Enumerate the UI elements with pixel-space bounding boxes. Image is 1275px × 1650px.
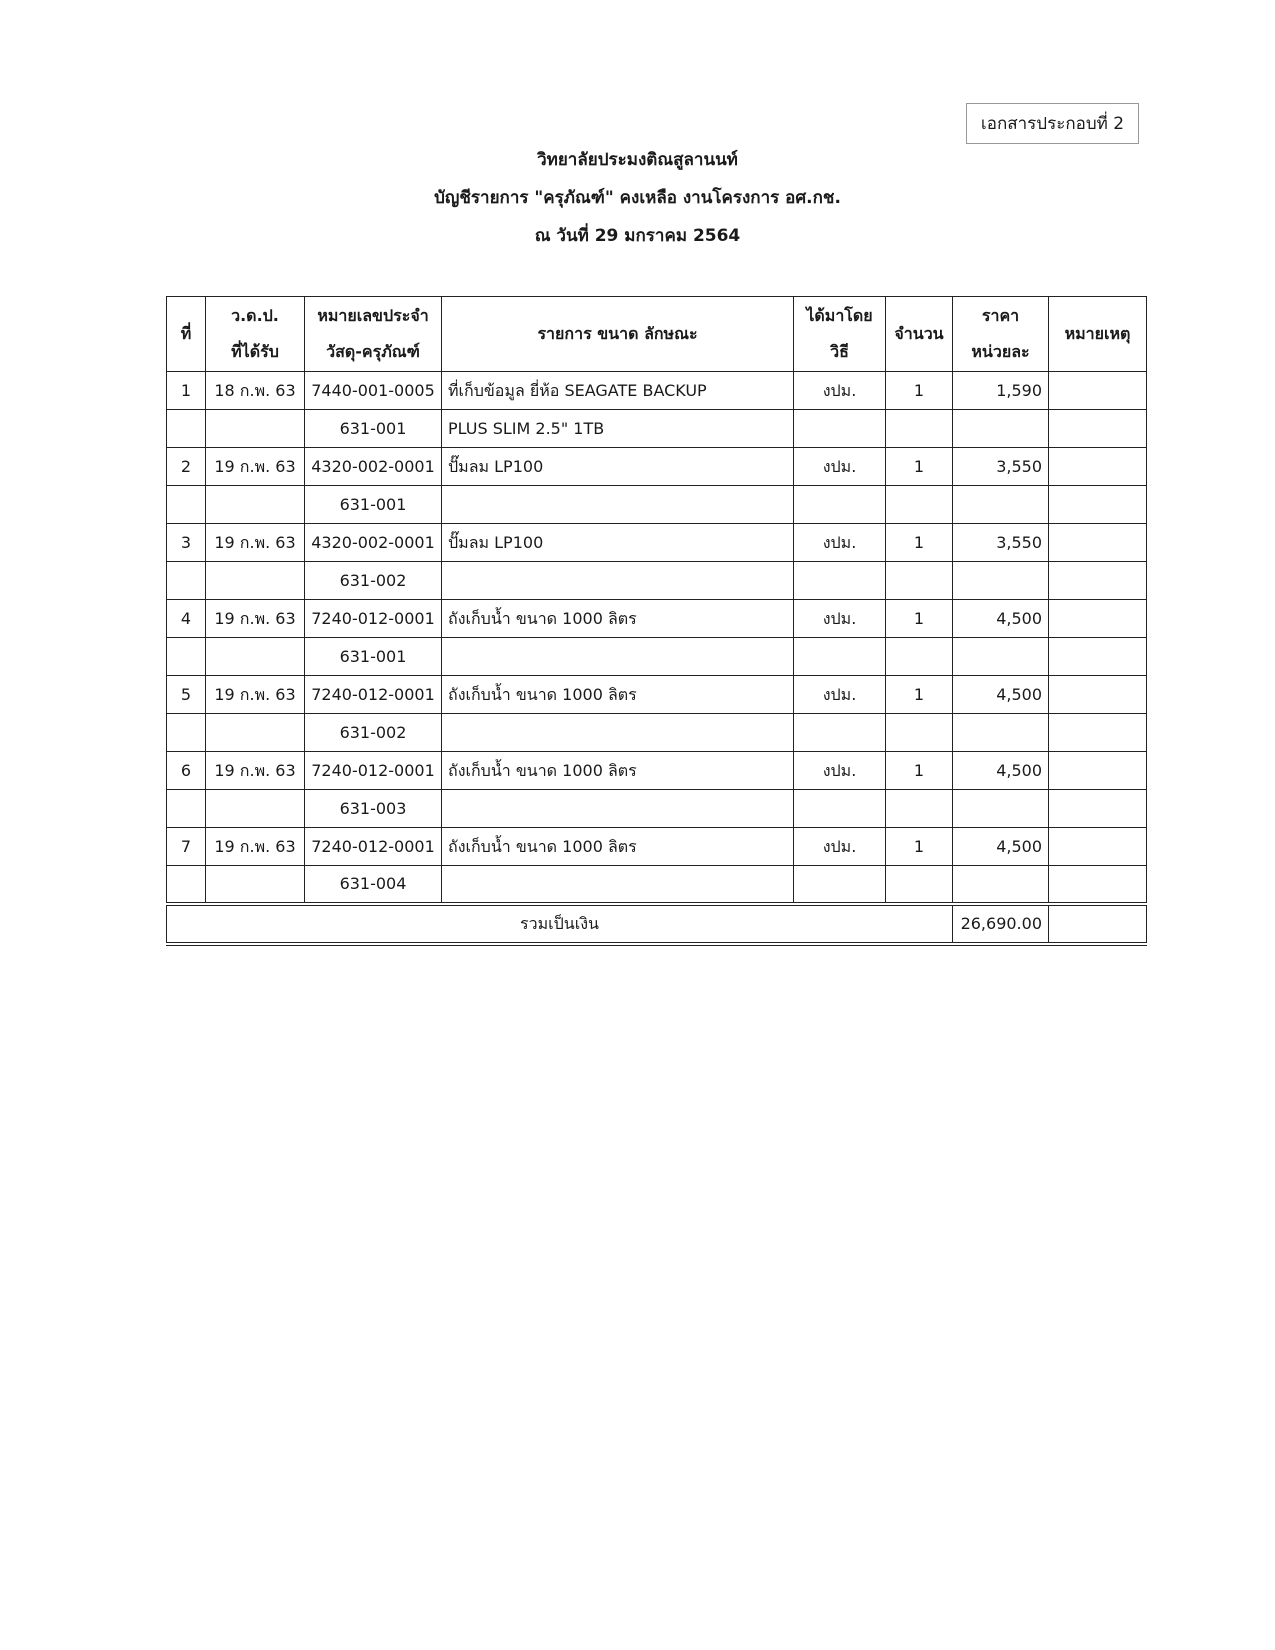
cell-date: 18 ก.พ. 63 [206,372,305,410]
cell-empty [953,410,1049,448]
table-row-continuation [167,410,1147,448]
total-label: รวมเป็นเงิน [167,904,953,944]
cell-empty [886,638,953,676]
cell-code-suffix: 631-004 [305,866,442,905]
cell-code-suffix: 631-001 [305,410,442,448]
cell-remark [1049,752,1147,790]
col-header-date-line2: ที่ได้รับ [231,342,279,361]
table-row-continuation [167,562,1147,600]
cell-qty: 1 [886,448,953,486]
cell-description-cont: PLUS SLIM 2.5" 1TB [442,410,794,448]
cell-description: ปั๊มลม LP100 [442,448,794,486]
cell-description-cont [442,486,794,524]
cell-description-cont [442,562,794,600]
cell-code: 4320-002-0001 [305,448,442,486]
cell-price: 4,500 [953,676,1049,714]
cell-empty [794,562,886,600]
cell-description: ที่เก็บข้อมูล ยี่ห้อ SEAGATE BACKUP [442,372,794,410]
cell-method: งปม. [794,372,886,410]
table-row-continuation [167,638,1147,676]
cell-qty: 1 [886,372,953,410]
cell-remark [1049,524,1147,562]
total-row [167,904,1147,944]
cell-description: ถังเก็บน้ำ ขนาด 1000 ลิตร [442,752,794,790]
cell-price: 4,500 [953,828,1049,866]
col-header-price-line1: ราคา [981,306,1020,325]
attachment-label: เอกสารประกอบที่ 2 [966,103,1139,144]
col-header-method-line2: วิธี [830,342,849,361]
cell-empty [206,562,305,600]
cell-method: งปม. [794,524,886,562]
cell-empty [206,486,305,524]
col-header-description: รายการ ขนาด ลักษณะ [442,297,794,372]
col-header-price [953,297,1049,372]
cell-code-suffix: 631-002 [305,714,442,752]
cell-code: 4320-002-0001 [305,524,442,562]
col-header-remark: หมายเหตุ [1049,297,1147,372]
cell-remark [1049,828,1147,866]
cell-empty [886,410,953,448]
cell-empty [167,486,206,524]
cell-date: 19 ก.พ. 63 [206,600,305,638]
cell-code: 7240-012-0001 [305,676,442,714]
col-header-code-line2: วัสดุ-ครุภัณฑ์ [326,342,420,361]
table-row-continuation [167,714,1147,752]
cell-no: 1 [167,372,206,410]
cell-code: 7240-012-0001 [305,752,442,790]
cell-empty [886,562,953,600]
table-row [167,600,1147,638]
table-header-row [167,297,1147,372]
cell-empty [953,714,1049,752]
cell-empty [167,410,206,448]
col-header-qty: จำนวน [886,297,953,372]
cell-code-suffix: 631-001 [305,638,442,676]
cell-date: 19 ก.พ. 63 [206,448,305,486]
cell-empty [1049,486,1147,524]
cell-empty [206,410,305,448]
cell-code-suffix: 631-001 [305,486,442,524]
cell-description: ถังเก็บน้ำ ขนาด 1000 ลิตร [442,676,794,714]
table-row [167,828,1147,866]
cell-code-suffix: 631-003 [305,790,442,828]
cell-empty [167,638,206,676]
table-row-continuation [167,790,1147,828]
col-header-no: ที่ [167,297,206,372]
cell-empty [206,714,305,752]
cell-empty [206,866,305,905]
cell-price: 4,500 [953,752,1049,790]
cell-empty [1049,790,1147,828]
cell-code: 7440-001-0005 [305,372,442,410]
cell-description: ถังเก็บน้ำ ขนาด 1000 ลิตร [442,828,794,866]
cell-remark [1049,372,1147,410]
cell-empty [1049,562,1147,600]
cell-empty [1049,638,1147,676]
cell-date: 19 ก.พ. 63 [206,752,305,790]
document-date: ณ วันที่ 29 มกราคม 2564 [534,226,741,246]
cell-price: 4,500 [953,600,1049,638]
cell-empty [953,562,1049,600]
cell-empty [1049,714,1147,752]
cell-code-suffix: 631-002 [305,562,442,600]
cell-date: 19 ก.พ. 63 [206,828,305,866]
table-row [167,752,1147,790]
total-value: 26,690.00 [953,904,1049,944]
cell-method: งปม. [794,676,886,714]
cell-no: 6 [167,752,206,790]
cell-empty [794,866,886,905]
cell-description: ถังเก็บน้ำ ขนาด 1000 ลิตร [442,600,794,638]
cell-method: งปม. [794,752,886,790]
cell-empty [886,866,953,905]
cell-no: 7 [167,828,206,866]
cell-remark [1049,676,1147,714]
cell-code: 7240-012-0001 [305,828,442,866]
document-title: บัญชีรายการ "ครุภัณฑ์" คงเหลือ งานโครงการ อศ.กช. [434,188,841,208]
cell-empty [794,410,886,448]
cell-qty: 1 [886,828,953,866]
cell-qty: 1 [886,524,953,562]
col-header-method [794,297,886,372]
cell-empty [794,714,886,752]
cell-empty [794,638,886,676]
table-row-continuation [167,866,1147,905]
cell-empty [167,562,206,600]
cell-empty [953,790,1049,828]
cell-empty [886,790,953,828]
table-row [167,372,1147,410]
cell-empty [167,866,206,905]
table-row [167,448,1147,486]
col-header-date [206,297,305,372]
cell-empty [953,866,1049,905]
cell-price: 1,590 [953,372,1049,410]
cell-price: 3,550 [953,448,1049,486]
cell-code: 7240-012-0001 [305,600,442,638]
col-header-method-line1: ได้มาโดย [806,306,873,325]
col-header-code-line1: หมายเลขประจำ [317,306,429,325]
table-row [167,676,1147,714]
cell-description-cont [442,866,794,905]
cell-method: งปม. [794,448,886,486]
cell-empty [886,714,953,752]
cell-no: 2 [167,448,206,486]
cell-empty [167,714,206,752]
inventory-table [166,296,1147,946]
cell-description: ปั๊มลม LP100 [442,524,794,562]
cell-qty: 1 [886,676,953,714]
cell-price: 3,550 [953,524,1049,562]
cell-empty [794,790,886,828]
cell-method: งปม. [794,828,886,866]
cell-empty [953,638,1049,676]
cell-empty [953,486,1049,524]
cell-empty [206,790,305,828]
cell-no: 3 [167,524,206,562]
cell-description-cont [442,714,794,752]
cell-remark [1049,448,1147,486]
cell-empty [886,486,953,524]
cell-empty [1049,866,1147,905]
col-header-code [305,297,442,372]
cell-empty [206,638,305,676]
institution-name: วิทยาลัยประมงติณสูลานนท์ [537,150,738,170]
cell-empty [1049,410,1147,448]
table-row [167,524,1147,562]
cell-empty [167,790,206,828]
cell-method: งปม. [794,600,886,638]
table-row-continuation [167,486,1147,524]
cell-no: 4 [167,600,206,638]
col-header-price-line2: หน่วยละ [971,342,1030,361]
cell-no: 5 [167,676,206,714]
cell-qty: 1 [886,752,953,790]
cell-remark [1049,600,1147,638]
cell-description-cont [442,790,794,828]
cell-empty [1049,904,1147,944]
cell-empty [794,486,886,524]
cell-qty: 1 [886,600,953,638]
cell-date: 19 ก.พ. 63 [206,676,305,714]
cell-date: 19 ก.พ. 63 [206,524,305,562]
col-header-date-line1: ว.ด.ป. [231,306,279,325]
cell-description-cont [442,638,794,676]
